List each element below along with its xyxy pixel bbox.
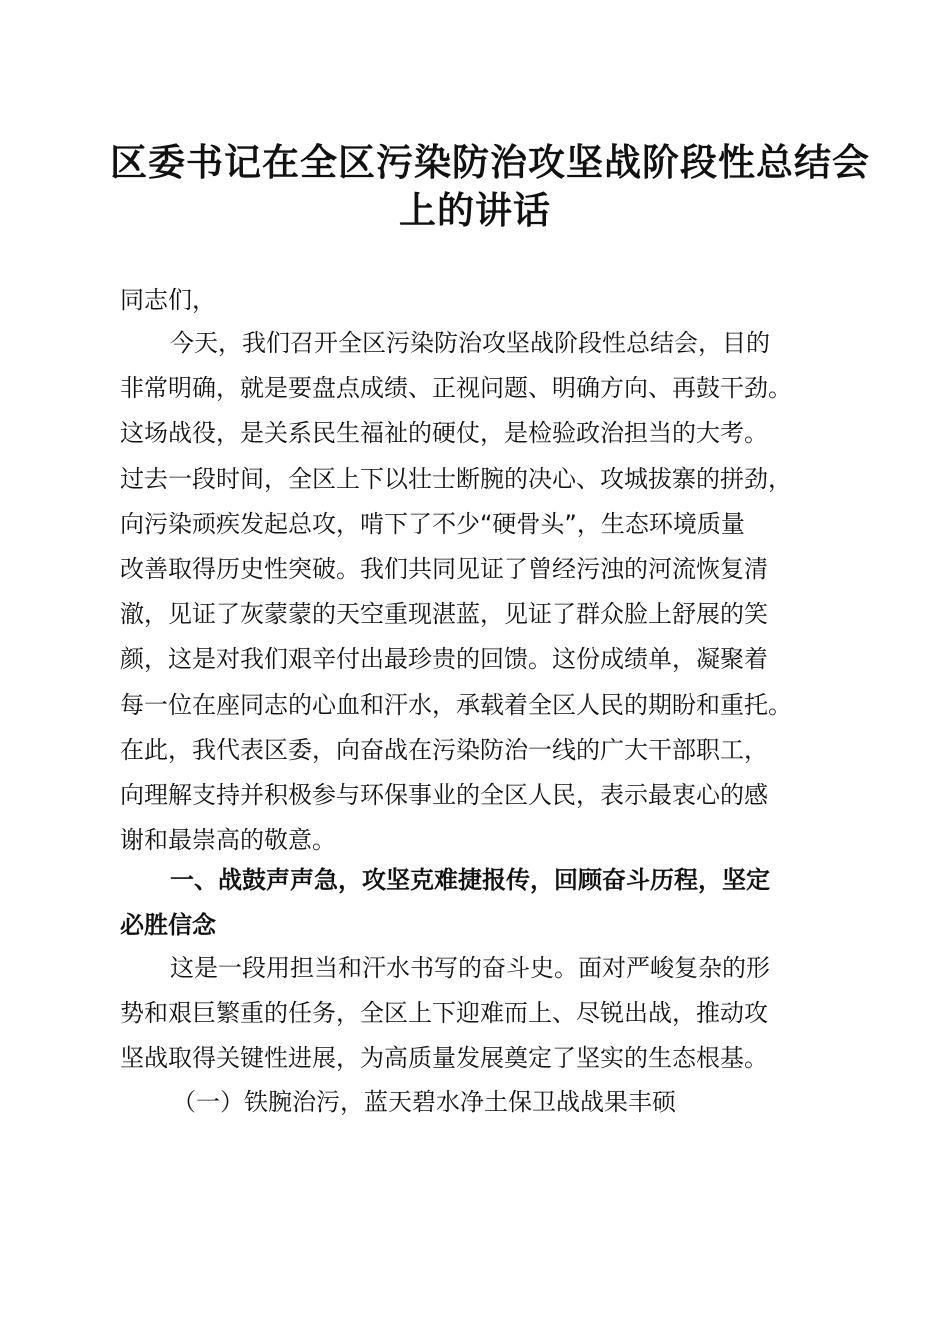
paragraph-line: 今天，我们召开全区污染防治攻坚战阶段性总结会，目的 — [170, 329, 770, 357]
heading-line: 必胜信念 — [120, 911, 216, 940]
paragraph-line: 澈，见证了灰蒙蒙的天空重现湛蓝，见证了群众脸上舒展的笑 — [120, 600, 768, 629]
paragraph-line: 谢和最崇高的敬意。 — [120, 826, 336, 855]
paragraph-line: 在此，我代表区委，向奋战在污染防治一线的广大干部职工， — [120, 735, 768, 764]
salutation — [120, 278, 832, 323]
salutation-text: 同志们， — [120, 286, 216, 314]
subsection-heading — [120, 1080, 832, 1125]
title-line: 区委书记在全区污染防治攻坚战阶段性总结会 — [110, 140, 870, 184]
paragraph-line: 颜，这是对我们艰辛付出最珍贵的回馈。这份成绩单，凝聚着 — [120, 645, 768, 674]
paragraph-line: 过去一段时间，全区上下以壮士断腕的决心、攻城拔寨的拼劲， — [120, 464, 792, 493]
paragraph-line: 向理解支持并积极参与环保事业的全区人民，表示最衷心的感 — [120, 780, 768, 809]
heading-line: 一、战鼓声声急，攻坚克难捷报传，回顾奋斗历程，坚定 — [170, 866, 770, 894]
paragraph-line: 势和艰巨繁重的任务，全区上下迎难而上、尽锐出战，推动攻 — [120, 999, 768, 1028]
paragraph-line: 每一位在座同志的心血和汗水，承载着全区人民的期盼和重托。 — [120, 690, 792, 719]
paragraph-line: 坚战取得关键性进展，为高质量发展奠定了坚实的生态根基。 — [120, 1044, 768, 1073]
paragraph-line: 这是一段用担当和汗水书写的奋斗史。面对严峻复杂的形 — [170, 954, 770, 982]
paragraph-line: 改善取得历史性突破。我们共同见证了曾经污浊的河流恢复清 — [120, 554, 768, 583]
document-title — [110, 138, 870, 234]
subsection-heading-text: （一）铁腕治污，蓝天碧水净土保卫战战果丰硕 — [172, 1088, 676, 1116]
paragraph-line: 向污染顽疾发起总攻，啃下了不少“硬骨头”，生态环境质量 — [120, 509, 745, 538]
section-paragraph — [120, 946, 832, 1082]
paragraph-line: 这场战役，是关系民生福祉的硬仗，是检验政治担当的大考。 — [120, 419, 768, 448]
section-heading — [120, 858, 832, 948]
title-line: 上的讲话 — [399, 188, 551, 232]
paragraph-line: 非常明确，就是要盘点成绩、正视问题、明确方向、再鼓干劲。 — [120, 374, 792, 403]
opening-paragraph — [120, 321, 832, 863]
